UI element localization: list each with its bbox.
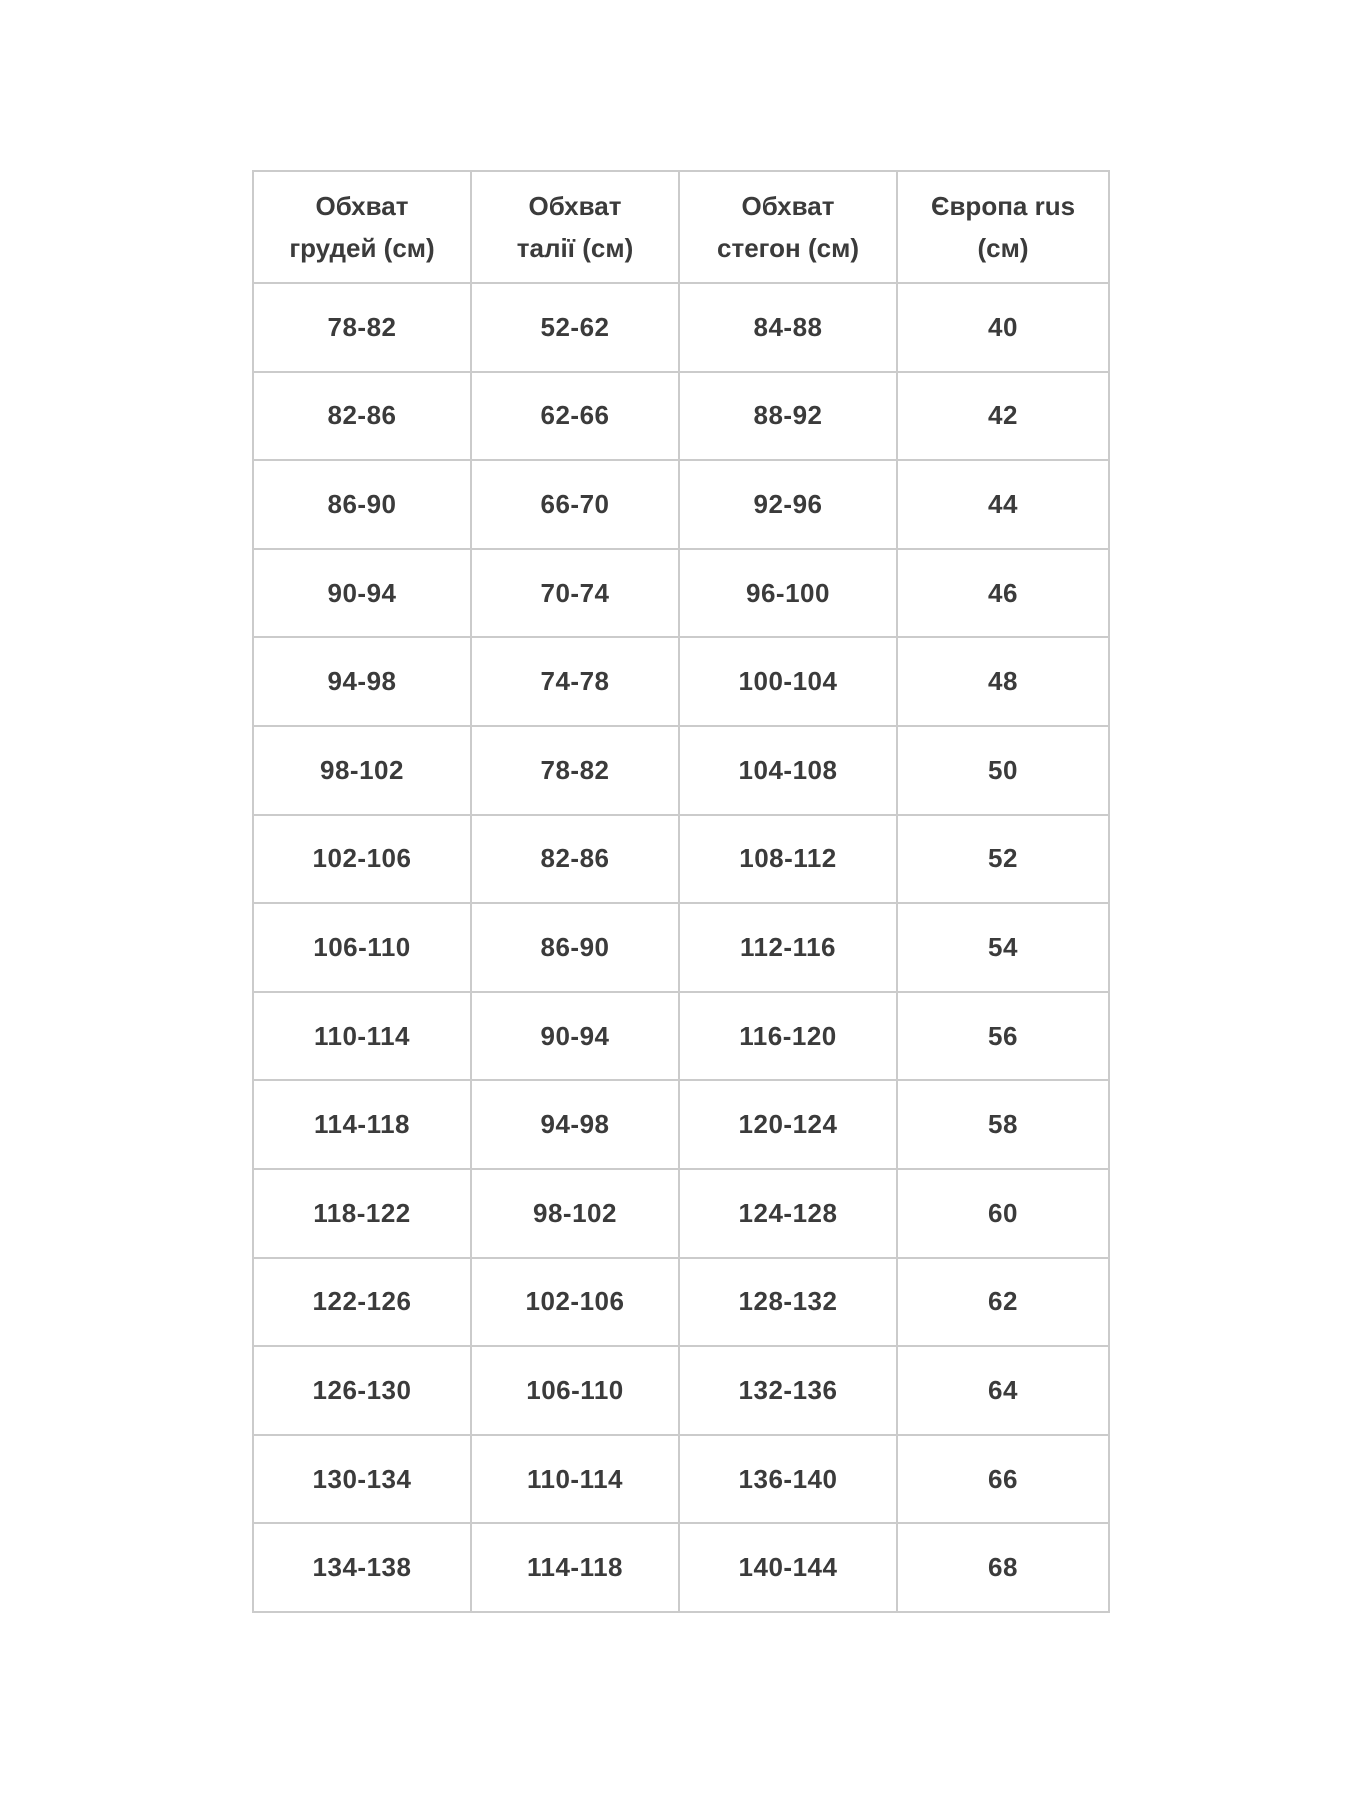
table-row	[253, 637, 1109, 726]
table-cell: 110-114	[253, 992, 471, 1081]
table-row	[253, 1258, 1109, 1347]
table-cell: 108-112	[679, 815, 897, 904]
table-cell: 92-96	[679, 460, 897, 549]
table-row	[253, 1523, 1109, 1612]
header-row	[253, 171, 1109, 283]
table-cell: 84-88	[679, 283, 897, 372]
table-cell: 118-122	[253, 1169, 471, 1258]
table-cell: 46	[897, 549, 1109, 638]
table-row	[253, 1080, 1109, 1169]
table-cell: 90-94	[471, 992, 679, 1081]
table-row	[253, 1346, 1109, 1435]
table-cell: 102-106	[471, 1258, 679, 1347]
table-cell: 88-92	[679, 372, 897, 461]
table-row	[253, 460, 1109, 549]
table-cell: 126-130	[253, 1346, 471, 1435]
table-cell: 112-116	[679, 903, 897, 992]
table-cell: 44	[897, 460, 1109, 549]
table-cell: 70-74	[471, 549, 679, 638]
column-header-chest: Обхват грудей (см)	[253, 171, 471, 283]
table-cell: 86-90	[253, 460, 471, 549]
table-cell: 94-98	[253, 637, 471, 726]
column-header-europe-size: Європа rus (см)	[897, 171, 1109, 283]
column-header-hips: Обхват стегон (см)	[679, 171, 897, 283]
table-cell: 106-110	[471, 1346, 679, 1435]
table-row	[253, 815, 1109, 904]
table-cell: 48	[897, 637, 1109, 726]
table-cell: 122-126	[253, 1258, 471, 1347]
table-cell: 40	[897, 283, 1109, 372]
table-cell: 66-70	[471, 460, 679, 549]
table-row	[253, 283, 1109, 372]
table-cell: 86-90	[471, 903, 679, 992]
table-row	[253, 1435, 1109, 1524]
size-table-body	[253, 283, 1109, 1612]
table-cell: 124-128	[679, 1169, 897, 1258]
table-cell: 68	[897, 1523, 1109, 1612]
table-row	[253, 372, 1109, 461]
table-cell: 56	[897, 992, 1109, 1081]
table-cell: 82-86	[253, 372, 471, 461]
table-row	[253, 992, 1109, 1081]
table-row	[253, 726, 1109, 815]
size-chart-table	[252, 170, 1110, 1613]
table-cell: 134-138	[253, 1523, 471, 1612]
table-cell: 82-86	[471, 815, 679, 904]
table-cell: 66	[897, 1435, 1109, 1524]
table-cell: 98-102	[253, 726, 471, 815]
table-cell: 60	[897, 1169, 1109, 1258]
table-cell: 114-118	[253, 1080, 471, 1169]
table-cell: 42	[897, 372, 1109, 461]
table-cell: 116-120	[679, 992, 897, 1081]
table-cell: 54	[897, 903, 1109, 992]
table-cell: 58	[897, 1080, 1109, 1169]
table-cell: 106-110	[253, 903, 471, 992]
table-cell: 94-98	[471, 1080, 679, 1169]
table-cell: 62	[897, 1258, 1109, 1347]
table-row	[253, 1169, 1109, 1258]
table-cell: 102-106	[253, 815, 471, 904]
table-cell: 104-108	[679, 726, 897, 815]
table-cell: 130-134	[253, 1435, 471, 1524]
table-cell: 78-82	[253, 283, 471, 372]
table-cell: 114-118	[471, 1523, 679, 1612]
table-cell: 52-62	[471, 283, 679, 372]
table-row	[253, 903, 1109, 992]
table-cell: 128-132	[679, 1258, 897, 1347]
table-cell: 100-104	[679, 637, 897, 726]
table-cell: 132-136	[679, 1346, 897, 1435]
table-cell: 90-94	[253, 549, 471, 638]
table-cell: 140-144	[679, 1523, 897, 1612]
table-cell: 62-66	[471, 372, 679, 461]
table-cell: 52	[897, 815, 1109, 904]
column-header-waist: Обхват талії (см)	[471, 171, 679, 283]
table-cell: 50	[897, 726, 1109, 815]
table-row	[253, 549, 1109, 638]
table-cell: 98-102	[471, 1169, 679, 1258]
table-cell: 78-82	[471, 726, 679, 815]
table-cell: 110-114	[471, 1435, 679, 1524]
table-cell: 136-140	[679, 1435, 897, 1524]
table-cell: 96-100	[679, 549, 897, 638]
table-cell: 64	[897, 1346, 1109, 1435]
table-cell: 120-124	[679, 1080, 897, 1169]
table-cell: 74-78	[471, 637, 679, 726]
